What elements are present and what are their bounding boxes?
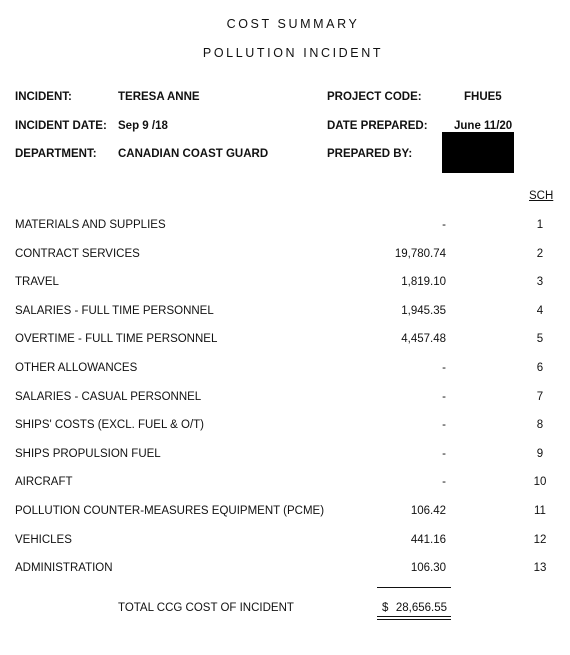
date-prepared-label: DATE PREPARED: [327, 120, 428, 132]
row-amount: 19,780.74 [394, 247, 446, 260]
row-sch-number: 9 [536, 447, 544, 460]
row-label: OVERTIME - FULL TIME PERSONNEL [15, 333, 218, 346]
row-label: CONTRACT SERVICES [15, 247, 140, 260]
date-prepared-value: June 11/20 [454, 120, 513, 132]
department-label: DEPARTMENT: [15, 148, 97, 160]
currency-symbol: $ [382, 602, 389, 614]
row-amount: 441.16 [410, 533, 446, 546]
row-sch-number: 12 [533, 533, 547, 546]
row-amount: - [442, 476, 446, 489]
row-sch-number: 6 [536, 362, 544, 374]
row-amount: - [442, 219, 446, 231]
document-subtitle: POLLUTION INCIDENT [202, 46, 384, 60]
incident-value: TERESA ANNE [118, 91, 200, 103]
row-label: SHIPS PROPULSION FUEL [15, 447, 161, 460]
incident-date-value: Sep 9 /18 [118, 120, 168, 132]
row-amount: 106.42 [410, 505, 446, 517]
row-sch-number: 2 [536, 247, 544, 260]
row-amount: 1,945.35 [401, 304, 446, 317]
row-label: VEHICLES [15, 533, 72, 546]
project-code-value: FHUE5 [464, 91, 502, 103]
total-value: 28,656.55 [395, 602, 447, 614]
row-label: AIRCRAFT [15, 476, 73, 489]
incident-date-label: INCIDENT DATE: [15, 120, 107, 132]
row-sch-number: 11 [534, 505, 546, 517]
row-label: POLLUTION COUNTER-MEASURES EQUIPMENT (PCME) [15, 505, 325, 517]
row-amount: 106.30 [410, 562, 446, 575]
row-label: OTHER ALLOWANCES [15, 362, 138, 374]
incident-label: INCIDENT: [15, 91, 72, 103]
row-label: MATERIALS AND SUPPLIES [15, 219, 166, 231]
row-sch-number: 13 [533, 562, 547, 575]
row-sch-number: 7 [536, 390, 544, 403]
row-sch-number: 10 [533, 476, 547, 489]
row-label: ADMINISTRATION [15, 562, 113, 575]
total-double-rule-top [377, 616, 451, 617]
row-label: SALARIES - CASUAL PERSONNEL [15, 390, 202, 403]
prepared-by-label: PREPARED BY: [327, 148, 413, 160]
row-sch-number: 8 [536, 419, 544, 432]
row-label: TRAVEL [15, 276, 59, 289]
row-amount: - [442, 362, 446, 374]
row-label: SHIPS' COSTS (EXCL. FUEL & O/T) [15, 419, 204, 432]
row-amount: 4,457.48 [401, 333, 446, 346]
row-sch-number: 4 [536, 304, 544, 317]
subtotal-rule [377, 587, 451, 588]
row-amount: - [442, 390, 446, 403]
row-sch-number: 3 [536, 276, 544, 289]
row-sch-number: 1 [536, 219, 544, 231]
project-code-label: PROJECT CODE: [327, 91, 422, 103]
total-double-rule-bottom [377, 619, 451, 620]
total-label: TOTAL CCG COST OF INCIDENT [118, 602, 294, 614]
row-sch-number: 5 [536, 333, 544, 346]
redaction-box [442, 132, 514, 173]
document-title: COST SUMMARY [226, 17, 360, 31]
row-label: SALARIES - FULL TIME PERSONNEL [15, 304, 214, 317]
sch-column-header: SCH [529, 190, 554, 202]
row-amount: 1,819.10 [401, 276, 446, 289]
row-amount: - [442, 419, 446, 432]
row-amount: - [442, 447, 446, 460]
department-value: CANADIAN COAST GUARD [118, 148, 269, 160]
